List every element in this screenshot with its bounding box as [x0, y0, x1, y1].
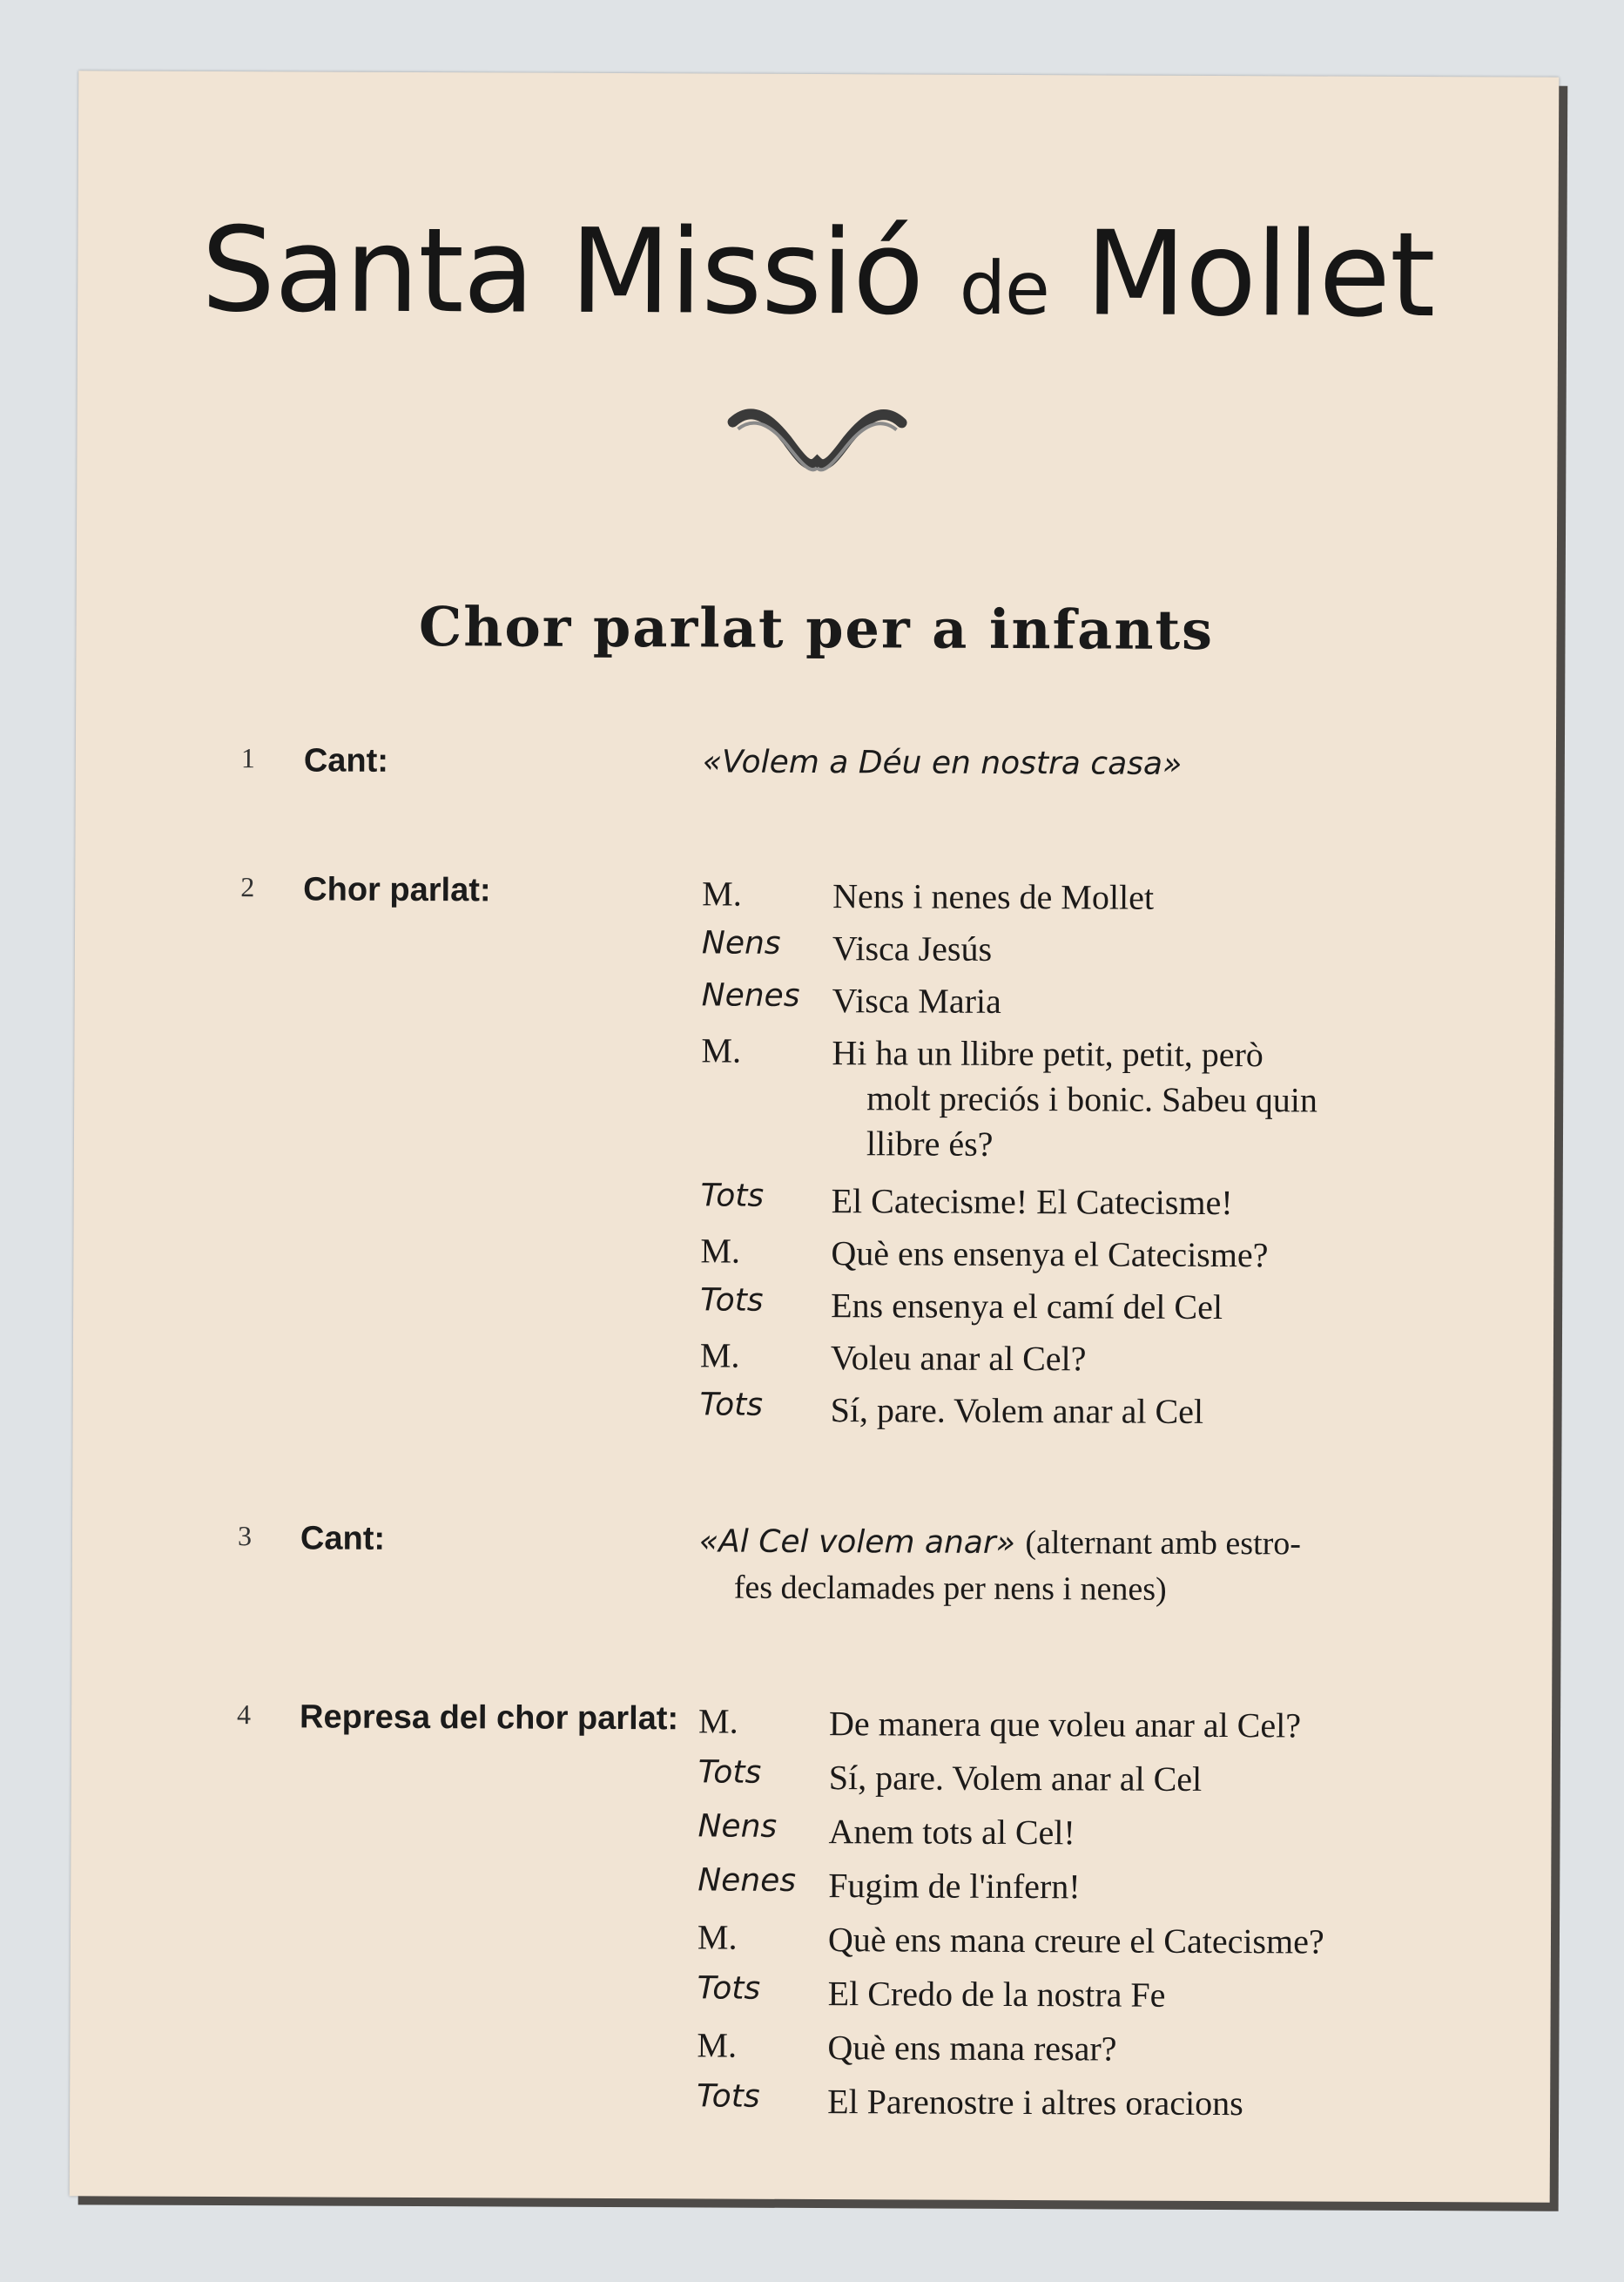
line-text: El Catecisme! El Catecisme! [831, 1181, 1233, 1223]
speaker: M. [699, 1335, 740, 1375]
line-text: Fugim de l'infern! [828, 1866, 1081, 1907]
speaker: M. [697, 1917, 738, 1957]
section-label: Cant: [303, 742, 389, 780]
line-text: Anem tots al Cel! [828, 1812, 1075, 1853]
section-3 [72, 1519, 1553, 1563]
speaker: M. [697, 2025, 738, 2065]
speaker: M. [702, 874, 742, 914]
line-text: El Parenostre i altres oracions [827, 2082, 1243, 2123]
speaker: M. [701, 1030, 742, 1070]
line-text: Visca Maria [832, 981, 1001, 1021]
leaflet-sheet [70, 71, 1560, 2202]
section-number: 3 [237, 1520, 253, 1552]
speaker: Nens [697, 1808, 778, 1845]
speaker: Nens [701, 925, 781, 962]
line-text: Voleu anar al Cel? [830, 1338, 1087, 1379]
dialogue-line [71, 1698, 1552, 1756]
speaker: M. [700, 1231, 741, 1271]
speaker: Tots [697, 1754, 762, 1791]
speaker: Nenes [701, 977, 800, 1014]
line-text: El Credo de la nostra Fe [827, 1974, 1166, 2015]
section-number: 4 [237, 1698, 252, 1731]
line-text: Visca Jesús [832, 928, 993, 969]
speaker: M. [697, 1701, 738, 1741]
song-note: (alternant amb estro- [1025, 1524, 1302, 1563]
dialogue-line [73, 1332, 1553, 1390]
line-text: Què ens ensenya el Catecisme? [831, 1233, 1269, 1275]
speaker: Tots [697, 2078, 760, 2115]
song-note-continued: fes declamades per nens i nenes) [733, 1569, 1167, 1608]
page-title [77, 201, 1559, 343]
dialogue-line [75, 922, 1555, 981]
speaker: Tots [700, 1282, 764, 1319]
song-title-text: «Al Cel volem anar» [698, 1523, 1016, 1562]
section-label: Chor parlat: [303, 871, 491, 909]
title-part-2: Mollet [1085, 206, 1435, 344]
speaker: Nenes [697, 1862, 797, 1899]
dialogue-line [71, 1752, 1552, 1810]
line-text: Nens i nenes de Mollet [832, 876, 1155, 917]
line-text-continued: llibre és? [866, 1124, 994, 1164]
dialogue-line [71, 1914, 1551, 1972]
dialogue-line [75, 975, 1555, 1033]
speaker: Tots [697, 1970, 761, 2007]
line-text: Hi ha un llibre petit, petit, però [832, 1033, 1263, 1075]
dialogue-line [73, 1279, 1553, 1338]
line-text-continued: molt preciós i bonic. Sabeu quin [866, 1078, 1317, 1120]
dialogue-line [70, 2022, 1550, 2080]
line-text: Ens ensenya el camí del Cel [831, 1286, 1223, 1327]
dialogue-line [72, 1384, 1553, 1442]
dialogue-line [71, 1968, 1551, 2026]
title-part-small: de [959, 245, 1049, 332]
speaker: Tots [700, 1178, 765, 1214]
line-text: Sí, pare. Volem anar al Cel [828, 1758, 1203, 1799]
dialogue-line [75, 870, 1555, 928]
dialogue-line [71, 1806, 1551, 1864]
song-title [699, 1522, 1301, 1563]
dialogue-line [71, 1860, 1551, 1918]
song-title: «Volem a Déu en nostra casa» [702, 744, 1183, 782]
line-text: De manera que voleu anar al Cel? [828, 1704, 1302, 1745]
section-label: Represa del chor parlat: [299, 1698, 679, 1738]
line-text: Què ens mana creure el Catecisme? [827, 1920, 1324, 1961]
title-part-1: Santa Missió [200, 201, 924, 341]
dialogue-line [73, 1227, 1553, 1286]
dialogue-line [74, 1175, 1554, 1233]
line-text: Sí, pare. Volem anar al Cel [830, 1390, 1204, 1431]
dialogue-line-continued [74, 1119, 1554, 1178]
dialogue-line [70, 2076, 1550, 2134]
section-number: 2 [240, 871, 255, 903]
section-number: 1 [240, 742, 255, 774]
speaker: Tots [699, 1387, 764, 1423]
section-label: Cant: [300, 1520, 386, 1557]
section-1 [76, 741, 1556, 782]
scroll-ornament-icon [725, 396, 908, 484]
subtitle: Chor parlat per a infants [418, 595, 1215, 662]
section-3-continued [72, 1565, 1553, 1624]
line-text: Què ens mana resar? [827, 2028, 1117, 2069]
